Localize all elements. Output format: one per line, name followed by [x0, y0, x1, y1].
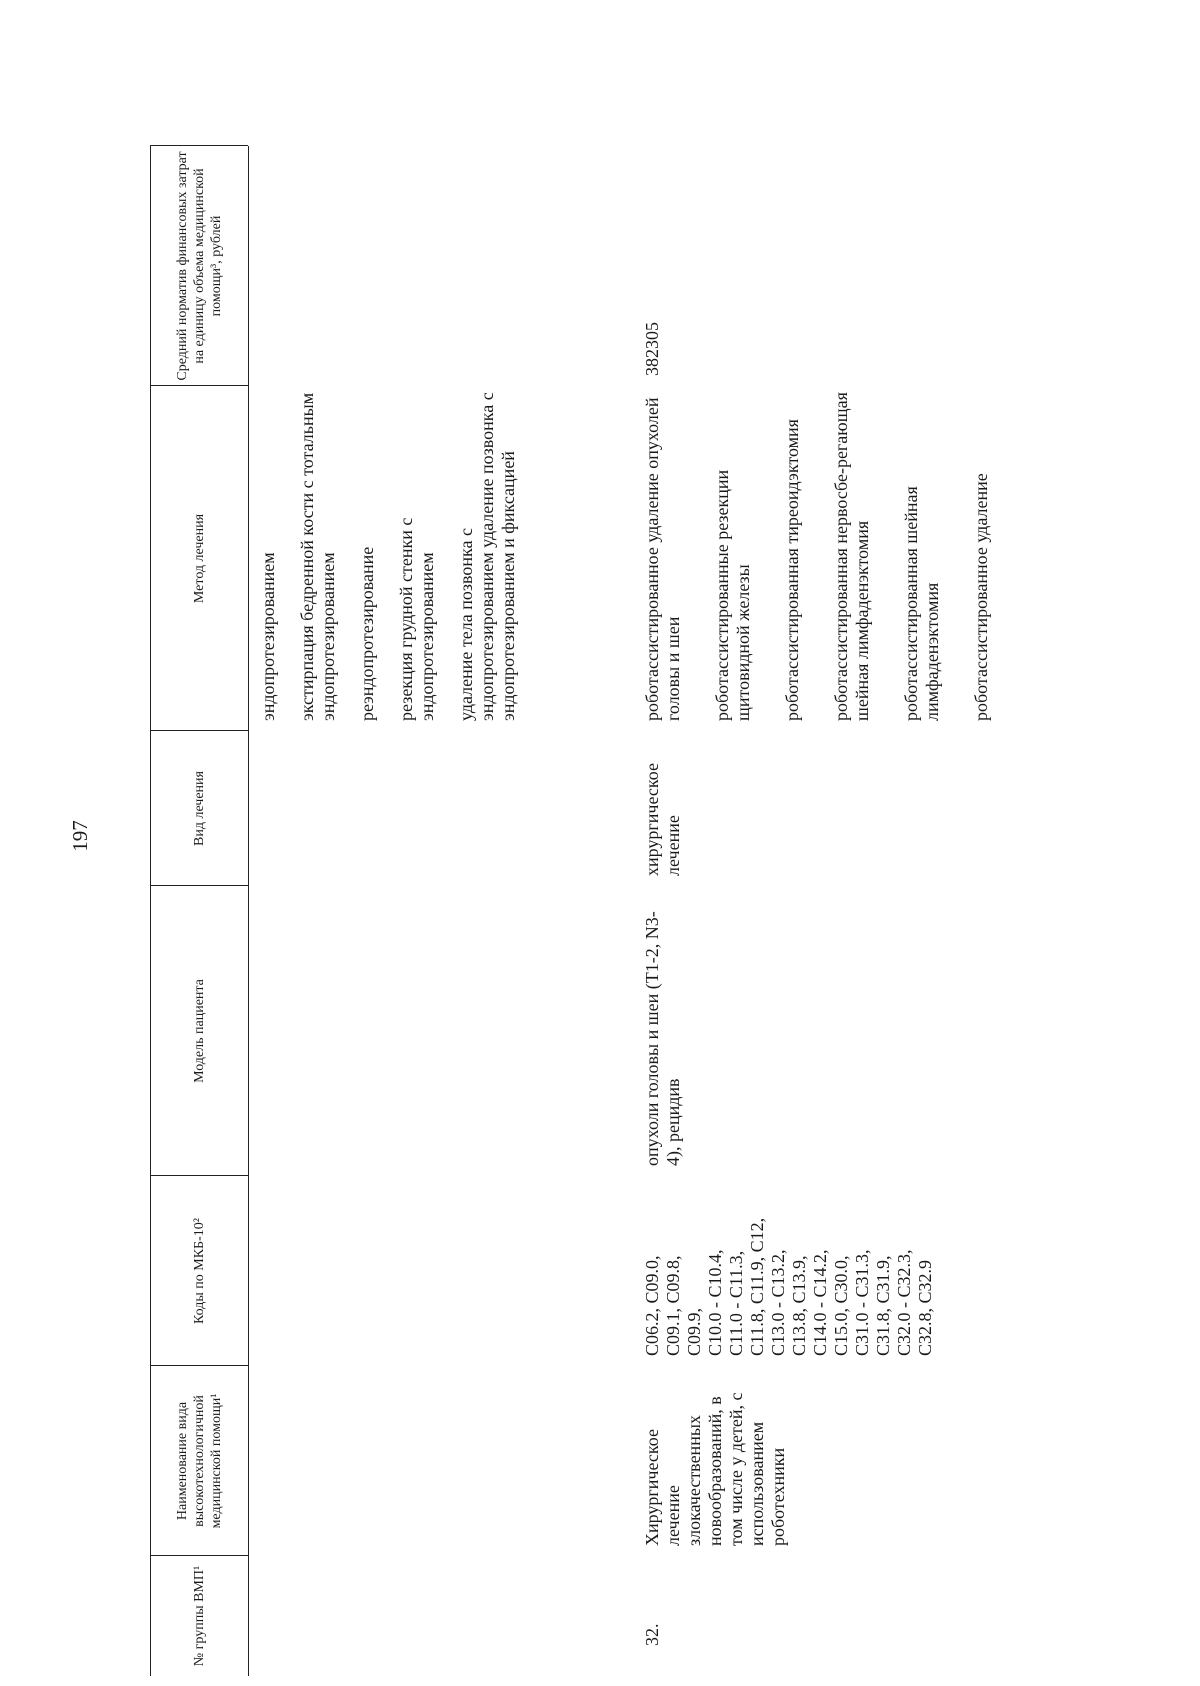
header-treatment-method — [150, 386, 248, 731]
header-vmp-name-text: Наименование вида высокотехнологичной медицинской помощи¹ — [174, 1393, 224, 1529]
row-32-methods — [642, 391, 992, 721]
table-header-rule — [248, 146, 249, 1676]
header-group-no-text: № группы ВМП¹ — [191, 1565, 207, 1667]
row-32-icd-codes: C06.2, C09.0, C09.1, C09.8, C09.9, C10.0 - C10.4, C11.0 - C11.3, C11.8, C11.9, C12, C13.0 - C13.2, C13.8, C13.9, C14.0 - C14.2, C15.0, C30.0, C31.0 - C31.3, C31.8, C31.9, C32.0 - C32.3, C32.8, C32.9 — [642, 1217, 935, 1356]
row-32-treatment-type: хирургическое лечение — [642, 763, 683, 876]
method-item: эндопротезированием — [258, 552, 278, 721]
header-patient-model-text: Модель пациента — [191, 979, 207, 1083]
header-avg-cost — [150, 146, 248, 386]
method-item: экстирпация бедренной кости с тотальным эндопротезированием — [297, 392, 338, 721]
method-item: роботассистированное удаление — [971, 473, 991, 721]
continued-methods — [258, 391, 519, 721]
header-group-no — [150, 1556, 248, 1676]
method-item: удаление тела позвонка с эндопротезированием удаление позвонка с эндопротезированием и фиксацией — [456, 392, 518, 721]
header-treatment-type — [150, 731, 248, 886]
method-item: роботассистированная нервосбе-регающая шейная лимфаденэктомия — [831, 392, 872, 721]
row-32-group-no: 32. — [642, 1623, 662, 1646]
method-item: роботассистированное удаление опухолей головы и шеи — [642, 397, 683, 721]
row-32-avg-cost: 382305 — [642, 322, 662, 376]
page-number: 197 — [68, 820, 92, 852]
row-32-patient-model: опухоли головы и шеи (T1-2, N3-4), рецидив — [642, 911, 683, 1166]
row-32-vmp-name: Хирургическое лечение злокачественных новообразований, в том числе у детей, с использованием роботехники — [642, 1392, 788, 1546]
method-item: роботассистированная тиреоидэктомия — [782, 419, 802, 721]
method-item: роботассистированная шейная лимфаденэктомия — [901, 486, 942, 721]
header-treatment-method-text: Метод лечения — [191, 513, 207, 604]
header-icd-codes — [150, 1176, 248, 1366]
header-icd-codes-text: Коды по МКБ-10² — [191, 1218, 207, 1324]
method-item: резекция грудной стенки с эндопротезированием — [396, 517, 437, 721]
header-vmp-name — [150, 1366, 248, 1556]
method-item: роботассистированные резекции щитовидной железы — [712, 469, 753, 721]
header-treatment-type-text: Вид лечения — [191, 771, 207, 846]
method-item: реэндопротезирование — [357, 546, 377, 721]
header-avg-cost-text: Средний норматив финансовых затрат на единицу объема медицинской помощи³, рублей — [174, 151, 224, 381]
header-patient-model — [150, 886, 248, 1176]
